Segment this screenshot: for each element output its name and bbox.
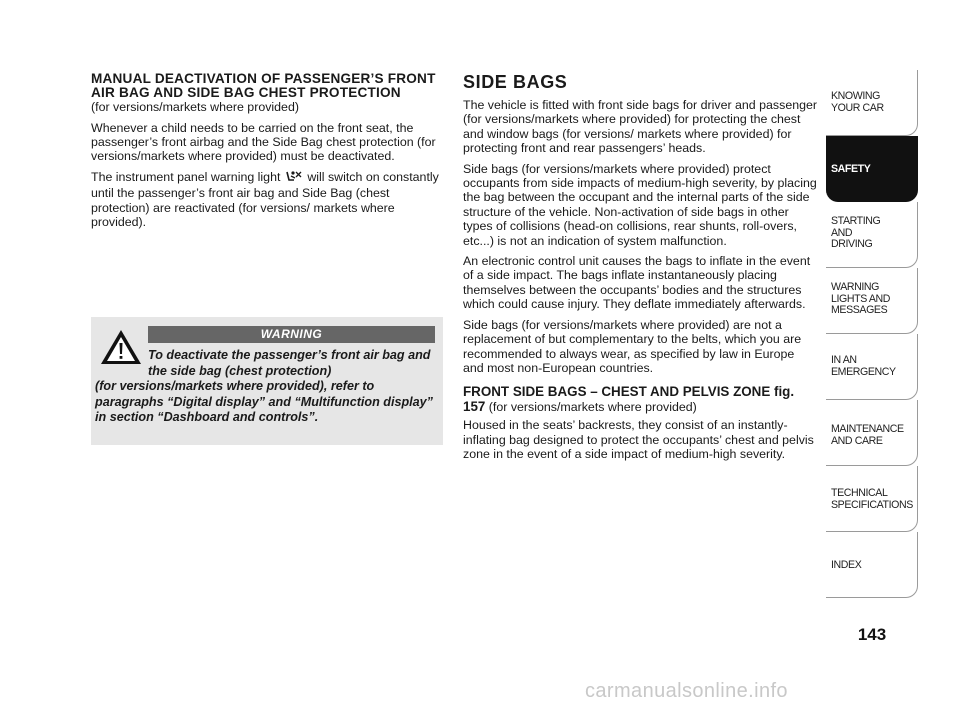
right-column	[463, 72, 818, 467]
paragraph: Side bags (for versions/markets where provided) are not a replacement of but complementary to the belts, which you are recommended to always wear, as specified by law in Europe and most non-European countries.	[463, 317, 802, 375]
tab-label: TECHNICAL SPECIFICATIONS	[831, 487, 913, 511]
tab-technical-specifications[interactable]	[826, 466, 918, 532]
tab-in-an-emergency[interactable]	[826, 334, 918, 400]
tab-safety[interactable]	[826, 136, 918, 202]
tab-label: STARTING AND DRIVING	[831, 215, 881, 251]
tab-label: INDEX	[831, 559, 862, 571]
page-number: 143	[857, 625, 887, 644]
chapter-sidebar	[826, 70, 918, 598]
tab-label: WARNING LIGHTS AND MESSAGES	[831, 281, 890, 317]
paragraph-text-before: The instrument panel warning light	[91, 169, 281, 184]
tab-label: KNOWING YOUR CAR	[831, 90, 884, 114]
page-title: SIDE BAGS	[463, 72, 568, 92]
tab-label: MAINTENANCE AND CARE	[831, 423, 904, 447]
warning-text	[95, 348, 439, 426]
paragraph: Side bags (for versions/markets where provided) protect occupants from side impacts of medium-high severity, by placing the bag between the occupant and the internal parts of the side structure of the vehicle. Non-activation of side bags in other types of collisions (head-on collisions, rear shunts, roll-overs, etc...) is not an indication of system malfunction.	[463, 161, 817, 248]
tab-warning-lights-and-messages[interactable]	[826, 268, 918, 334]
tab-label: SAFETY	[831, 163, 871, 175]
airbag-off-warning-icon	[285, 170, 303, 186]
paragraph: The vehicle is fitted with front side bags for driver and passenger (for versions/markets where provided) for protecting the chest and window bags (for versions/ markets where provided) for protecting front and rear passengers’ heads.	[463, 98, 818, 156]
subsection-heading	[463, 385, 818, 414]
tab-maintenance-and-care[interactable]	[826, 400, 918, 466]
paragraph: Whenever a child needs to be carried on the front seat, the passenger’s front airbag and the Side Bag chest protection (for versions/markets where provided) must be deactivated.	[91, 120, 436, 164]
warning-box	[91, 317, 443, 445]
warning-text-lead: To deactivate the passenger’s front air bag and the side bag (chest protection)	[148, 348, 431, 378]
paragraph-warning-light	[91, 170, 443, 230]
paragraph-text-after: will switch on constantly until the passenger’s front air bag and Side Bag (chest protection) are reactivated (for versions/ markets where provided).	[91, 169, 439, 229]
subsection-heading-note: (for versions/markets where provided)	[485, 399, 697, 414]
tab-index[interactable]	[826, 532, 918, 598]
warning-label: WARNING	[148, 326, 435, 343]
paragraph: Housed in the seats’ backrests, they consist of an instantly-inflating bag designed to protect the occupants’ chest and pelvis zone in the event of a side impact of medium-high severity.	[463, 418, 814, 461]
paragraph: An electronic control unit causes the bags to inflate in the event of a side impact. The bags inflate instantaneously placing themselves between the occupants’ bodies and the structures which could cause injury. They deflate immediately afterwards.	[463, 254, 811, 312]
section-heading: MANUAL DEACTIVATION OF PASSENGER’S FRONT AIR BAG AND SIDE BAG CHEST PROTECTION	[91, 71, 436, 100]
section-subnote: (for versions/markets where provided)	[91, 100, 299, 114]
warning-text-rest: (for versions/markets where provided), refer to paragraphs “Digital display” and “Multifunction display” in section “Dashboard and controls”.	[95, 379, 433, 425]
tab-knowing-your-car[interactable]	[826, 70, 918, 136]
subsection-heading-bold: FRONT SIDE BAGS – CHEST AND PELVIS ZONE fig. 157	[463, 384, 795, 414]
tab-starting-and-driving[interactable]	[826, 202, 918, 268]
tab-label: IN AN EMERGENCY	[831, 354, 896, 378]
watermark: carmanualsonline.info	[585, 680, 788, 702]
left-column	[91, 72, 443, 235]
